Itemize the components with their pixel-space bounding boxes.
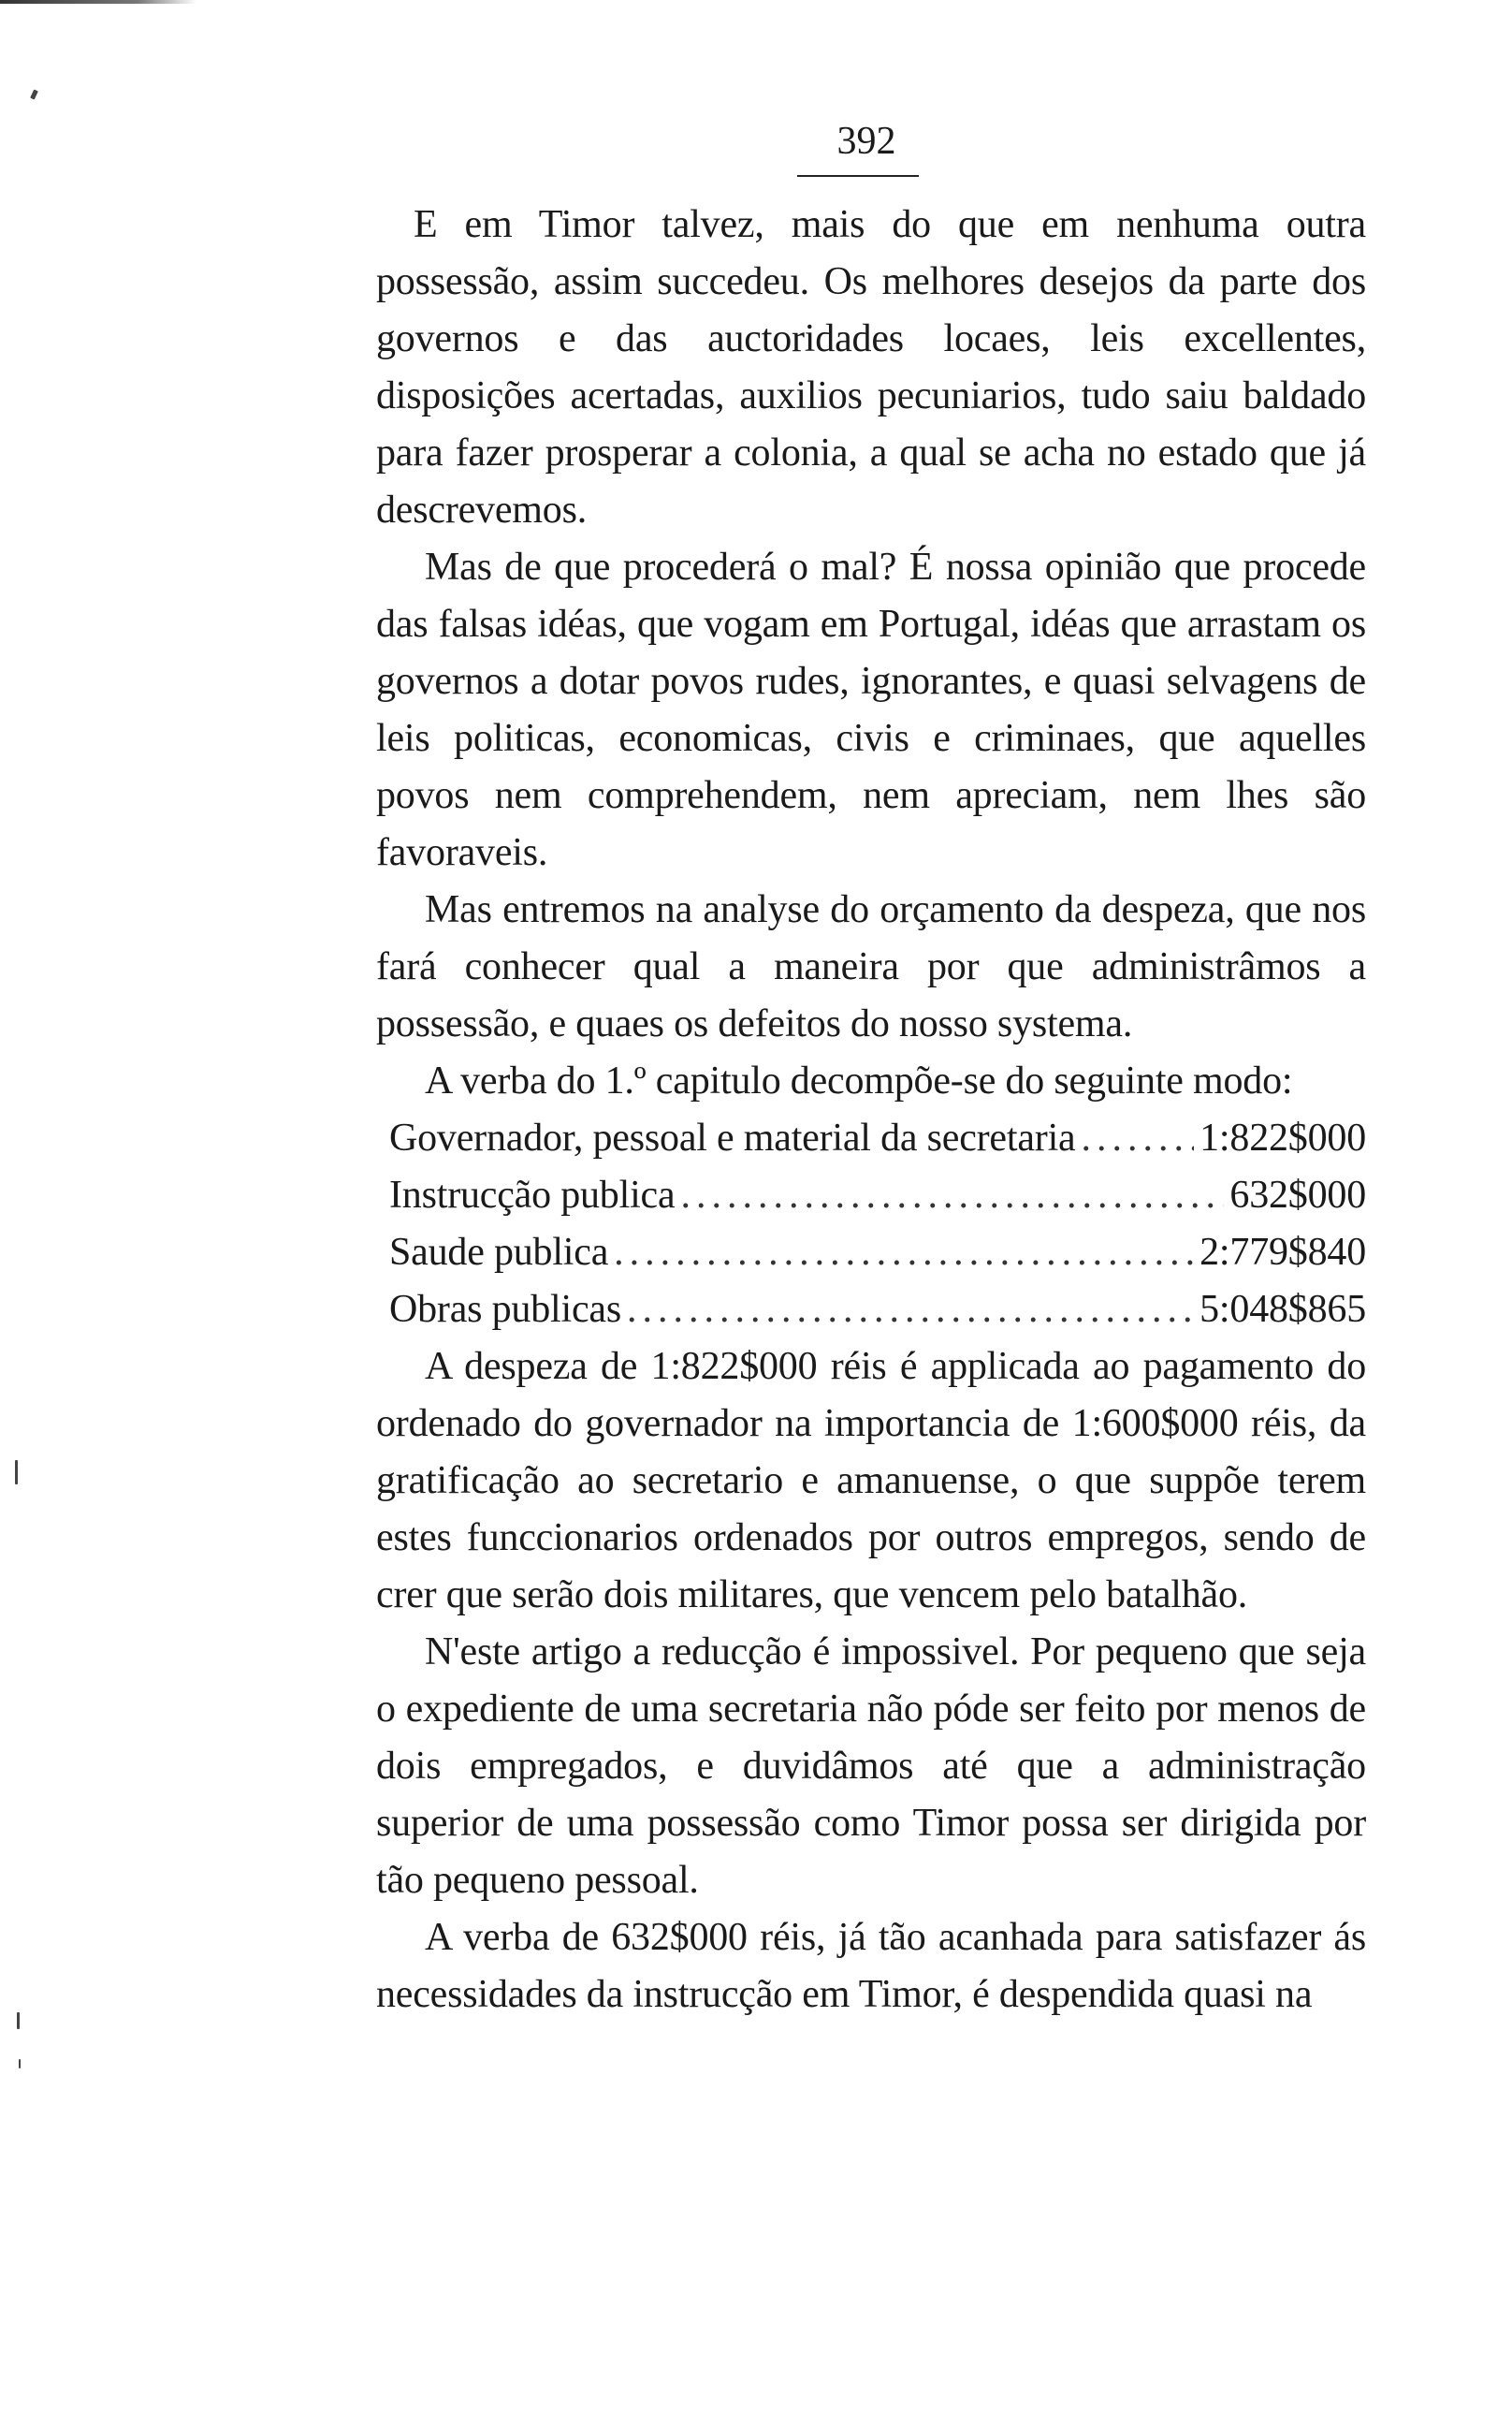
budget-row (376, 1167, 1366, 1224)
paragraph: E em Timor talvez, mais do que em nenhuma outra possessão, assim succedeu. Os melhores desejos da parte dos governos e das auctoridades locaes, leis excellentes, disposições acertadas, auxilios pecuniarios, tudo saiu baldado para fazer prosperar a colonia, a qual se acha no estado que já descrevemos. (376, 203, 1366, 532)
dot-leader (614, 1224, 1194, 1281)
budget-amount: 1:822$000 (1199, 1117, 1366, 1160)
margin-speck (19, 2059, 21, 2068)
budget-row (376, 1281, 1366, 1338)
paragraph: N'este artigo a reducção é impossivel. Por pequeno que seja o expediente de uma secretaria não póde ser feito por menos de dois empregados, e duvidâmos até que a administração superior de uma possessão como Timor possa ser dirigida por tão pequeno pessoal. (376, 1630, 1366, 1902)
paragraph: Mas de que procederá o mal? É nossa opinião que procede das falsas idéas, que vogam em Portugal, idéas que arrastam os governos a dotar povos rudes, ignorantes, e quasi selvagens de leis politicas, economicas, civis e criminaes, que aquelles povos nem comprehendem, nem apreciam, nem lhes são favoraveis. (376, 546, 1366, 874)
budget-amount: 632$000 (1229, 1174, 1366, 1217)
dot-leader (627, 1281, 1194, 1338)
budget-table (376, 1110, 1366, 1338)
paragraph: A despeza de 1:822$000 réis é applicada ao pagamento do ordenado do governador na importancia de 1:600$000 réis, da gratificação ao secretario e amanuense, o que suppõe terem estes funccionarios ordenados por outros empregos, sendo de crer que serão dois militares, que vencem pelo batalhão. (376, 1345, 1366, 1616)
budget-row (376, 1110, 1366, 1167)
budget-label: Instrucção publica (389, 1174, 676, 1217)
paragraph: A verba de 632$000 réis, já tão acanhada para satisfazer ás necessidades da instrucção em Timor, é despendida quasi na (376, 1916, 1366, 2016)
page-number-underline (797, 175, 919, 177)
budget-label: Governador, pessoal e material da secretaria (389, 1117, 1076, 1160)
scan-edge-mark (0, 0, 196, 4)
budget-intro: A verba do 1.º capitulo decompõe-se do seguinte modo: (425, 1059, 1293, 1103)
margin-speck (17, 2012, 20, 2029)
margin-speck (15, 1460, 18, 1484)
budget-label: Saude publica (389, 1231, 609, 1274)
budget-amount: 5:048$865 (1199, 1288, 1366, 1331)
body-text (376, 197, 1366, 2024)
budget-row (376, 1224, 1366, 1281)
budget-label: Obras publicas (389, 1288, 621, 1331)
margin-speck (30, 89, 38, 99)
paragraph: Mas entremos na analyse do orçamento da despeza, que nos fará conhecer qual a maneira por que administrâmos a possessão, e quaes os defeitos do nosso systema. (376, 888, 1366, 1045)
page-number: 392 (836, 120, 896, 163)
budget-amount: 2:779$840 (1199, 1231, 1366, 1274)
dot-leader (680, 1167, 1224, 1224)
dot-leader (1081, 1110, 1194, 1167)
